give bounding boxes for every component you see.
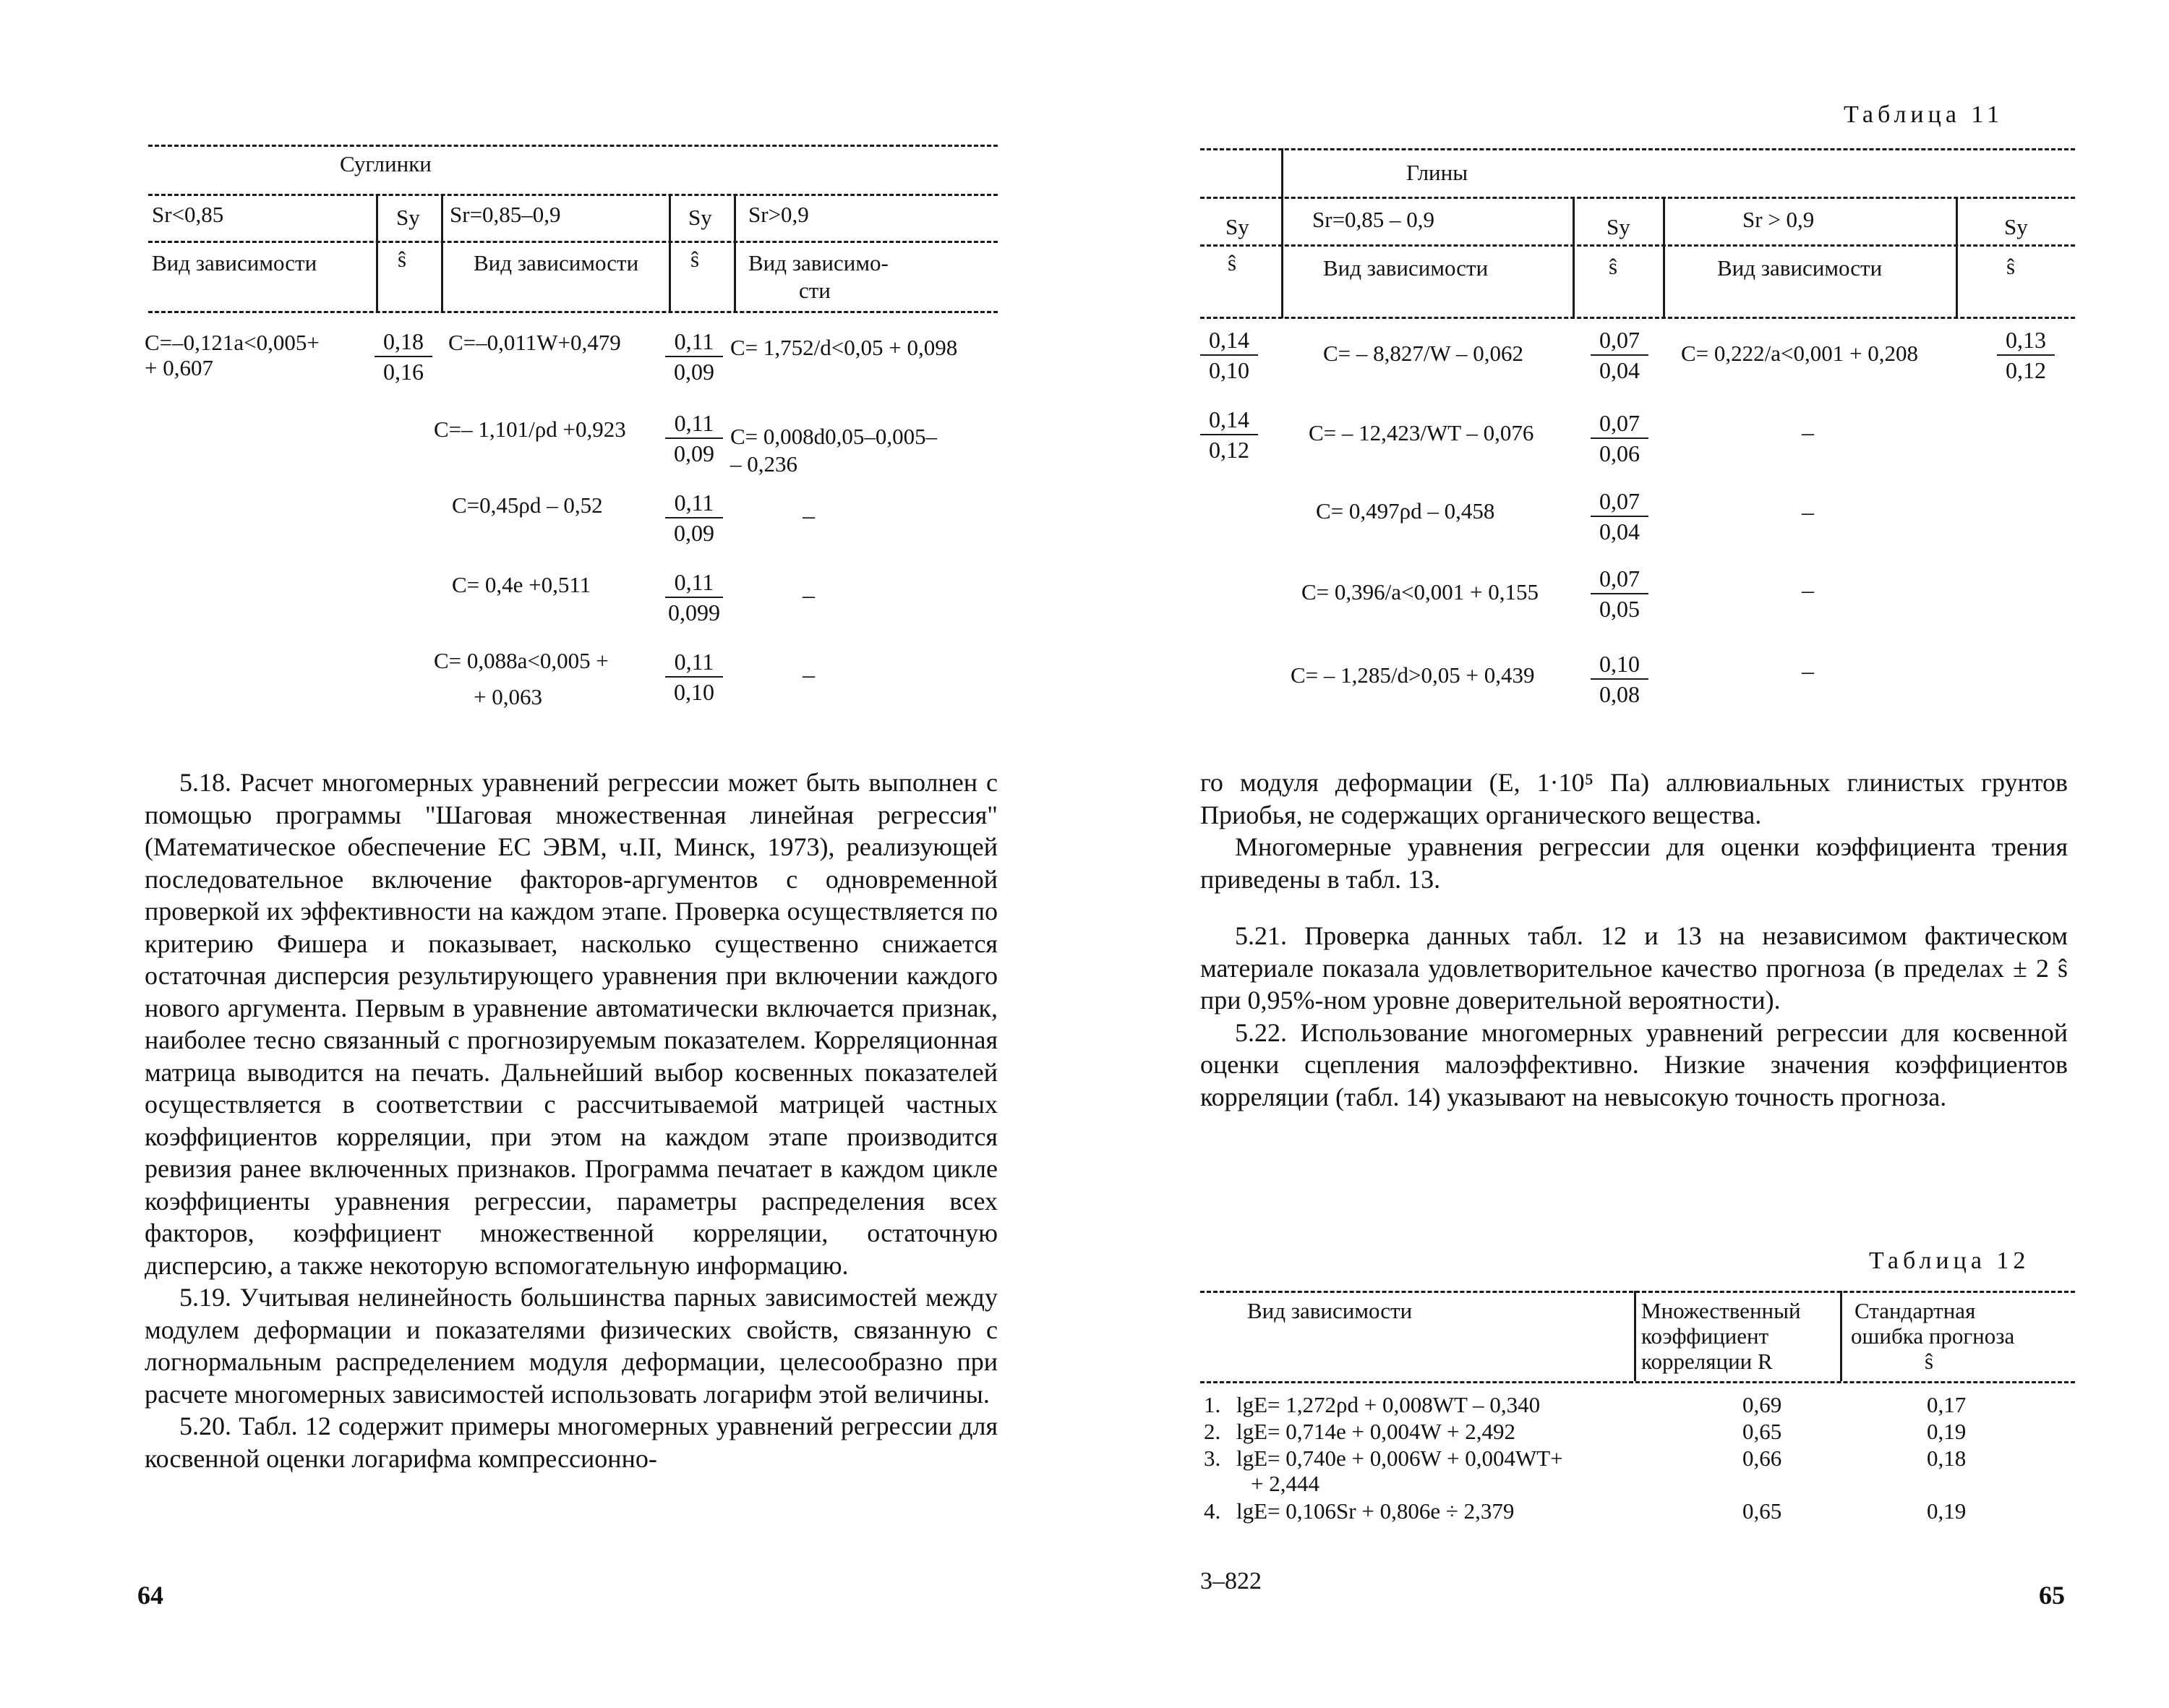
table-rule <box>148 145 998 147</box>
s-value: 0,10 <box>674 679 714 705</box>
table-rule <box>1200 1381 2075 1383</box>
sy-value: 0,11 <box>665 327 723 357</box>
s-value: 0,04 <box>1599 518 1640 545</box>
r-value: 0,69 <box>1742 1392 1782 1417</box>
sy-value: 0,11 <box>665 568 723 598</box>
sy-value: 0,14 <box>1200 325 1258 356</box>
formula: C= 0,088a<0,005 + <box>434 648 609 673</box>
formula: C=– 1,101/ρd +0,923 <box>434 417 626 442</box>
sy-value: 0,10 <box>1591 649 1648 680</box>
fraction <box>1200 405 1258 464</box>
group-header-gliny: Глины <box>1406 160 1468 185</box>
formula: + 2,444 <box>1251 1471 1319 1496</box>
row-number: 2. <box>1204 1419 1221 1444</box>
row-number: 3. <box>1204 1446 1221 1471</box>
fraction <box>375 327 432 386</box>
empty-dash: – <box>803 503 815 529</box>
table-rule <box>1200 1291 2075 1293</box>
formula: C=0,45ρd – 0,52 <box>452 492 603 518</box>
table-divider <box>669 195 671 311</box>
row-number: 4. <box>1204 1498 1221 1524</box>
header-sr-mid: Sr=0,85–0,9 <box>450 202 561 227</box>
empty-dash: – <box>1802 577 1814 604</box>
fraction <box>665 647 723 706</box>
fraction <box>1200 325 1258 385</box>
table-caption: Таблица 12 <box>1869 1247 2030 1274</box>
table-rule <box>148 194 998 196</box>
header-mult: коэффициент <box>1641 1323 1769 1349</box>
header-vid: Вид зависимости <box>474 250 639 276</box>
sy-value: 0,11 <box>665 409 723 439</box>
table-rule <box>148 241 998 243</box>
body-text <box>1200 767 2068 1113</box>
empty-dash: – <box>1802 658 1814 685</box>
header-sy: Sy <box>1225 214 1249 239</box>
s-value: 0,06 <box>1599 440 1640 466</box>
paragraph-5-18: 5.18. Расчет многомерных уравнений регрессии может быть выполнен с помощью программы "Шаговая множественная линейная регрессия" (Математическое обеспечение ЕС ЭВМ, ч.II, Минск, 1973), реализующей последовательное включение факторов-аргументов с одновременной проверкой их эффективности на каждом этапе. Проверка осуществляется по критерию Фишера и показывает, насколько существенно снижается остаточная дисперсия результирующего уравнения при включении каждого нового аргумента. Первым в уравнение автоматически включается признак, наиболее тесно связанный с прогнозируемым показателем. Корреляционная матрица выводится на печать. Дальнейший выбор косвенных показателей осуществляется в соответствии с рассчитываемой матрицей частных коэффициентов корреляции, при этом на каждом этапе производится ревизия ранее включенных признаков. Программа печатает в каждом цикле коэффициенты уравнения регрессии, параметры распределения всех факторов, коэффициент множественной корреляции, остаточную дисперсию, а также некоторую вспомогательную информацию. <box>145 768 998 1280</box>
table-caption: Таблица 11 <box>1844 101 2004 128</box>
formula: C= 0,396/a<0,001 + 0,155 <box>1301 579 1539 605</box>
body-text <box>145 767 998 1474</box>
sy-value: 0,11 <box>665 647 723 678</box>
s-value: 0,19 <box>1927 1419 1967 1444</box>
fraction <box>1997 325 2055 385</box>
header-vid: Вид зависимости <box>1247 1298 1413 1323</box>
fraction <box>665 488 723 547</box>
formula: C=–0,121a<0,005+ <box>145 330 320 355</box>
signature-mark: 3–822 <box>1200 1568 1262 1594</box>
formula: lgE= 0,106Sr + 0,806e ÷ 2,379 <box>1236 1498 1515 1524</box>
header-s: ŝ <box>2006 254 2016 279</box>
paragraph: Многомерные уравнения регрессии для оценки коэффициента трения приведены в табл. 13. <box>1200 832 2068 894</box>
formula: lgE= 0,714e + 0,004W + 2,492 <box>1236 1419 1515 1444</box>
group-header-suglinki: Суглинки <box>340 151 432 176</box>
header-sr-gt: Sr>0,9 <box>748 202 809 227</box>
s-value: 0,12 <box>1209 437 1249 463</box>
empty-dash: – <box>1802 419 1814 446</box>
fraction <box>1591 409 1648 468</box>
s-value: 0,09 <box>674 359 714 385</box>
formula: – 0,236 <box>730 451 797 477</box>
table-divider <box>441 195 443 311</box>
formula: C= 0,222/a<0,001 + 0,208 <box>1681 341 1918 366</box>
table-rule <box>1200 148 2075 150</box>
header-vid: Вид зависимости <box>152 250 317 276</box>
empty-dash: – <box>803 662 815 688</box>
formula: lgE= 1,272ρd + 0,008WT – 0,340 <box>1236 1392 1541 1417</box>
sy-value: 0,11 <box>665 488 723 518</box>
table-rule <box>1200 197 2075 199</box>
formula: C= 1,752/d<0,05 + 0,098 <box>730 335 958 360</box>
s-value: 0,099 <box>668 599 720 625</box>
table-divider <box>1634 1291 1636 1381</box>
table-divider <box>734 195 736 311</box>
s-value: 0,18 <box>1927 1446 1967 1471</box>
s-value: 0,08 <box>1599 681 1640 707</box>
header-sr-gt: Sr > 0,9 <box>1742 207 1815 232</box>
sy-value: 0,07 <box>1591 564 1648 594</box>
header-std: Стандартная <box>1854 1298 1976 1323</box>
header-sr-lt: Sr<0,85 <box>152 202 224 227</box>
table-divider <box>1956 197 1958 317</box>
r-value: 0,65 <box>1742 1498 1782 1524</box>
paragraph-continued: го модуля деформации (E, 1·10⁵ Па) аллювиальных глинистых грунтов Приобья, не содержащих органического вещества. <box>1200 768 2068 829</box>
header-s: ŝ <box>1609 254 1618 279</box>
empty-dash: – <box>1802 499 1814 526</box>
right-page <box>1084 0 2169 1708</box>
header-mult: Множественный <box>1641 1298 1801 1323</box>
formula: C= 0,4e +0,511 <box>452 572 591 597</box>
header-sy: Sy <box>2004 214 2028 239</box>
header-mult: корреляции R <box>1641 1349 1773 1374</box>
table-divider <box>376 195 378 311</box>
s-value: 0,05 <box>1599 596 1640 622</box>
header-sy: Sy <box>396 205 420 230</box>
paragraph-5-19: 5.19. Учитывая нелинейность большинства парных зависимостей между модулем деформации и показателями физических свойств, связанную с логнормальным распределением модуля деформации, целесообразно при расчете многомерных зависимостей использовать логарифм этой величины. <box>145 1283 998 1409</box>
s-value: 0,10 <box>1209 357 1249 383</box>
paragraph-5-20: 5.20. Табл. 12 содержит примеры многомерных уравнений регрессии для косвенной оценки логарифма компрессионно- <box>145 1412 998 1473</box>
formula: C= – 1,285/d>0,05 + 0,439 <box>1291 662 1535 688</box>
table-divider <box>1281 148 1283 318</box>
formula: + 0,063 <box>474 684 542 709</box>
formula: lgE= 0,740e + 0,006W + 0,004WT+ <box>1236 1446 1563 1471</box>
header-s: ŝ <box>690 247 700 272</box>
fraction <box>665 409 723 468</box>
header-sr-mid: Sr=0,85 – 0,9 <box>1312 207 1435 232</box>
paragraph-5-22: 5.22. Использование многомерных уравнений регрессии для косвенной оценки сцепления малоэффективно. Низкие значения коэффициентов корреляции (табл. 14) указывают на невысокую точность прогноза. <box>1200 1017 2068 1111</box>
header-s: ŝ <box>398 247 407 272</box>
header-sy: Sy <box>1607 214 1630 239</box>
sy-value: 0,07 <box>1591 409 1648 439</box>
fraction <box>1591 649 1648 709</box>
formula: C= 0,008d0,05–0,005– <box>730 424 938 449</box>
empty-dash: – <box>803 582 815 609</box>
fraction <box>1591 487 1648 546</box>
fraction <box>665 327 723 386</box>
formula: C= – 12,423/WT – 0,076 <box>1309 420 1534 445</box>
formula: C= – 8,827/W – 0,062 <box>1323 341 1523 366</box>
s-value: 0,09 <box>674 520 714 546</box>
header-vid: Вид зависимости <box>1323 255 1489 281</box>
paragraph-5-21: 5.21. Проверка данных табл. 12 и 13 на независимом фактическом материале показала удовлетворительное качество прогноза (в пределах ± 2 ŝ при 0,95%-ном уровне доверительной вероятности). <box>1200 921 2068 1015</box>
s-value: 0,17 <box>1927 1392 1967 1417</box>
formula: C=–0,011W+0,479 <box>448 330 621 355</box>
header-vid: Вид зависимости <box>1717 255 1883 281</box>
s-value: 0,16 <box>383 359 424 385</box>
page-number: 65 <box>2039 1581 2065 1610</box>
page-number: 64 <box>137 1581 163 1610</box>
header-vid: сти <box>799 278 831 303</box>
table-rule <box>1200 317 2075 319</box>
sy-value: 0,13 <box>1997 325 2055 356</box>
header-s: ŝ <box>1228 250 1237 276</box>
s-value: 0,04 <box>1599 357 1640 383</box>
s-value: 0,12 <box>2006 357 2046 383</box>
table-divider <box>1840 1291 1842 1381</box>
formula: + 0,607 <box>145 355 213 380</box>
fraction <box>1591 325 1648 385</box>
s-value: 0,09 <box>674 440 714 466</box>
row-number: 1. <box>1204 1392 1221 1417</box>
header-sy: Sy <box>688 205 712 230</box>
fraction <box>665 568 723 627</box>
table-divider <box>1663 197 1665 317</box>
left-page <box>0 0 1084 1708</box>
table-rule <box>148 311 998 313</box>
sy-value: 0,14 <box>1200 405 1258 435</box>
formula: C= 0,497ρd – 0,458 <box>1316 498 1495 524</box>
header-std: ŝ <box>1925 1349 1934 1374</box>
sy-value: 0,18 <box>375 327 432 357</box>
r-value: 0,65 <box>1742 1419 1782 1444</box>
header-std: ошибка прогноза <box>1851 1323 2015 1349</box>
fraction <box>1591 564 1648 623</box>
header-vid: Вид зависимо- <box>748 250 889 276</box>
s-value: 0,19 <box>1927 1498 1967 1524</box>
r-value: 0,66 <box>1742 1446 1782 1471</box>
sy-value: 0,07 <box>1591 487 1648 517</box>
table-rule <box>1200 244 2075 247</box>
spacer <box>1200 895 2068 920</box>
table-divider <box>1573 197 1575 317</box>
sy-value: 0,07 <box>1591 325 1648 356</box>
